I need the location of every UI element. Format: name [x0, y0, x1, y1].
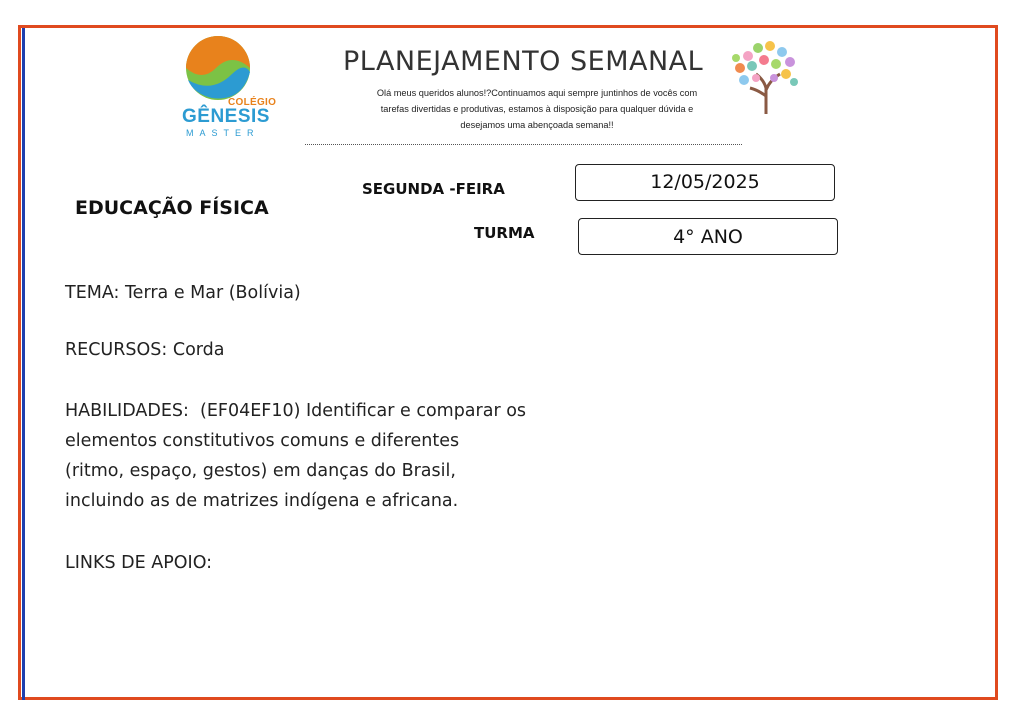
side-rule	[22, 28, 25, 700]
recursos-text: RECURSOS: Corda	[65, 340, 225, 360]
welcome-message-line: Olá meus queridos alunos!?Continuamos aqui sempre juntinhos de vocês com	[376, 88, 698, 98]
subject-title: EDUCAÇÃO FÍSICA	[75, 197, 269, 219]
tree-illustration-icon	[728, 38, 802, 116]
logo-college-text: COLÉGIO	[228, 97, 277, 108]
logo-sub-text: MASTER	[186, 128, 260, 138]
habilidades-line: elementos constitutivos comuns e diferentes	[65, 431, 460, 451]
welcome-message-line: tarefas divertidas e produtivas, estamos à disposição para qualquer dúvida e	[380, 104, 694, 114]
habilidades-line: incluindo as de matrizes indígena e africana.	[65, 491, 459, 511]
logo-name-text: GÊNESIS	[182, 106, 270, 127]
date-field: 12/05/2025	[575, 164, 835, 201]
habilidades-text	[65, 396, 585, 516]
header-divider	[305, 144, 742, 145]
turma-label: TURMA	[474, 224, 535, 242]
turma-field: 4° ANO	[578, 218, 838, 255]
tema-text: TEMA: Terra e Mar (Bolívia)	[65, 283, 301, 303]
welcome-message	[352, 85, 722, 133]
page-title: PLANEJAMENTO SEMANAL	[343, 46, 704, 77]
links-label: LINKS DE APOIO:	[65, 553, 213, 573]
welcome-message-line: desejamos uma abençoada semana!!	[460, 120, 614, 130]
day-label: SEGUNDA -FEIRA	[362, 180, 505, 198]
habilidades-line: HABILIDADES: (EF04EF10) Identificar e comparar os	[65, 401, 527, 421]
habilidades-line: (ritmo, espaço, gestos) em danças do Brasil,	[65, 461, 456, 481]
